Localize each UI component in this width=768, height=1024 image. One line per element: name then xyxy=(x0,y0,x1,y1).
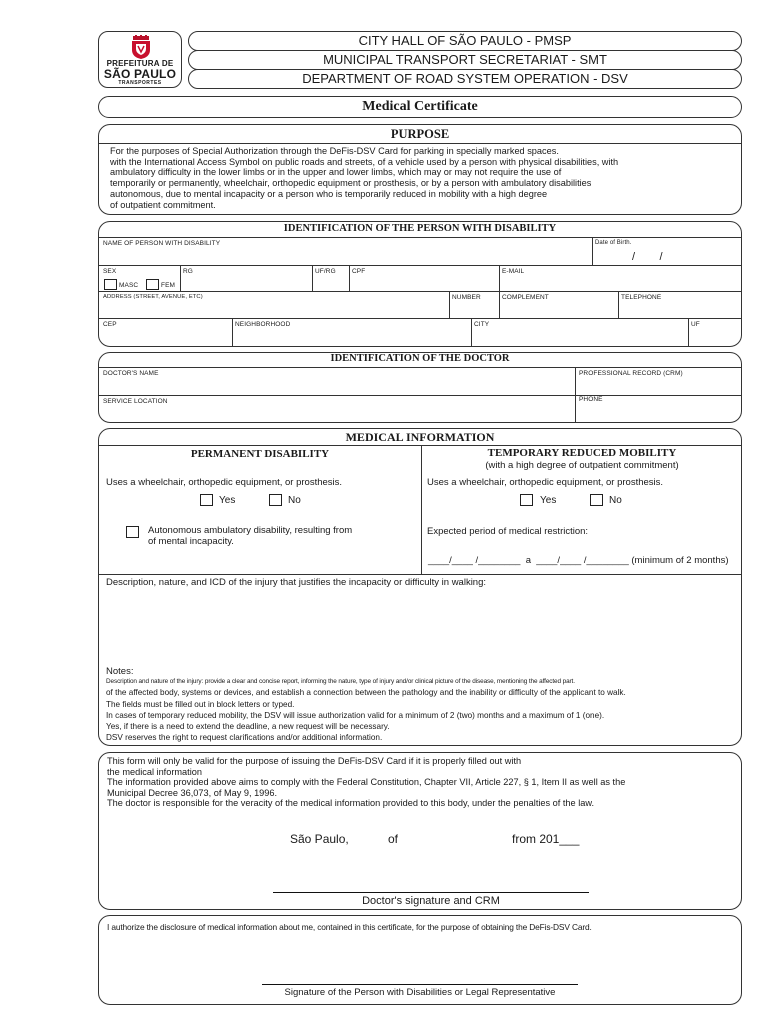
row3-line xyxy=(99,318,741,319)
email-label: E-MAIL xyxy=(502,268,525,275)
uf-label: UF xyxy=(691,321,700,328)
permanent-question: Uses a wheelchair, orthopedic equipment, or prosthesis. xyxy=(106,477,343,488)
validity-line: The information provided above aims to comply with the Federal Constitution, Chapter VII, Article 227, § 1, Item II as well as the xyxy=(107,777,626,787)
row2-divider xyxy=(499,265,500,291)
medical-divider xyxy=(99,445,741,446)
service-location-label: SERVICE LOCATION xyxy=(103,398,168,405)
temporary-no-label: No xyxy=(609,495,622,506)
validity-line: The doctor is responsible for the veracity of the medical information provided to this body, under the penalties of the law. xyxy=(107,798,595,808)
sao-paulo-crest-icon xyxy=(130,35,152,59)
complement-label: COMPLEMENT xyxy=(502,294,549,301)
row4-divider xyxy=(232,318,233,346)
neighborhood-label: NEIGHBORHOOD xyxy=(235,321,291,328)
doctor-name-label: DOCTOR'S NAME xyxy=(103,370,159,377)
row2-divider xyxy=(312,265,313,291)
city-label: CITY xyxy=(474,321,490,328)
autonomous-line1: Autonomous ambulatory disability, resulting from xyxy=(148,525,353,536)
person-signature-label: Signature of the Person with Disabilities or Legal Representative xyxy=(284,987,556,998)
temporary-question: Uses a wheelchair, orthopedic equipment, or prosthesis. xyxy=(427,477,664,488)
doctor-heading: IDENTIFICATION OF THE DOCTOR xyxy=(330,353,510,364)
description-label: Description, nature, and ICD of the injury that justifies the incapacity or difficulty in walking: xyxy=(106,577,487,588)
row4-divider xyxy=(471,318,472,346)
fem-checkbox[interactable] xyxy=(146,279,159,290)
purpose-line: For the purposes of Special Authorization through the DeFis-DSV Card for parking in specially marked spaces. xyxy=(110,146,559,156)
crm-label: PROFESSIONAL RECORD (CRM) xyxy=(579,370,683,377)
logo-line1: PREFEITURA DE xyxy=(106,59,174,68)
temporary-yes-checkbox[interactable] xyxy=(520,494,533,506)
row3-divider xyxy=(449,291,450,318)
purpose-divider xyxy=(99,143,741,144)
doctor-signature-line[interactable] xyxy=(273,892,589,893)
notes-title: Notes: xyxy=(106,666,134,677)
authorization-text: I authorize the disclosure of medical information about me, contained in this certificate, for the purpose of obtaining the DeFis-DSV Card. xyxy=(107,922,592,932)
masc-checkbox[interactable] xyxy=(104,279,117,290)
description-area[interactable] xyxy=(100,590,740,664)
row2-divider xyxy=(349,265,350,291)
note-item: Yes, if there is a need to extend the deadline, a new request will be necessary. xyxy=(106,722,390,732)
note-item: The fields must be filled out in block letters or typed. xyxy=(106,699,295,709)
temporary-heading: TEMPORARY REDUCED MOBILITY xyxy=(487,447,677,459)
purpose-line: temporarily or permanently, wheelchair, orthopedic equipment or prosthesis, or by a person with ambulatory disabilities xyxy=(110,178,592,189)
from-text: from 201___ xyxy=(512,832,580,846)
note-item: In cases of temporary reduced mobility, the DSV will issue authorization valid for a minimum of 2 (two) months and a maximum of 1 (one). xyxy=(106,710,605,720)
permanent-heading: PERMANENT DISABILITY xyxy=(190,448,330,460)
of-text: of xyxy=(388,832,399,846)
validity-line: Municipal Decree 36,073, of May 9, 1996. xyxy=(107,787,278,798)
autonomous-checkbox[interactable] xyxy=(126,526,139,538)
row1-line xyxy=(99,265,741,266)
row4-divider xyxy=(688,318,689,346)
title-box xyxy=(98,96,742,118)
row1-divider xyxy=(592,237,593,265)
period-label: Expected period of medical restriction: xyxy=(427,526,589,537)
doctor-signature-label: Doctor's signature and CRM xyxy=(362,895,500,907)
place-text: São Paulo, xyxy=(290,832,349,846)
autonomous-line2: of mental incapacity. xyxy=(148,536,234,547)
temporary-subheading: (with a high degree of outpatient commitment) xyxy=(485,460,679,471)
purpose-line: autonomous, due to mental incapacity or a person who is temporarily reduced in mobility with a high degree xyxy=(110,188,548,199)
temporary-no-checkbox[interactable] xyxy=(590,494,603,506)
permanent-yes-checkbox[interactable] xyxy=(200,494,213,506)
permanent-no-checkbox[interactable] xyxy=(269,494,282,506)
cpf-label: CPF xyxy=(352,268,366,275)
purpose-line: ambulatory difficulty in the lower limbs or in the upper and lower limbs, which may or may not require the use of xyxy=(110,167,562,178)
row3-divider xyxy=(618,291,619,318)
header-line-2: MUNICIPAL TRANSPORT SECRETARIAT - SMT xyxy=(188,50,742,70)
purpose-line: with the International Access Symbol on public roads and streets, of a vehicle used by a person with physical disabilities, with xyxy=(110,156,619,167)
logo-line3: TRANSPORTES xyxy=(118,80,162,86)
validity-text xyxy=(107,756,739,809)
validity-line: This form will only be valid for the purpose of issuing the DeFis-DSV Card if it is properly filled out with xyxy=(107,756,522,766)
notes-list xyxy=(106,676,626,744)
dob-field[interactable]: / / xyxy=(632,251,663,263)
header-line-1: CITY HALL OF SÃO PAULO - PMSP xyxy=(188,31,742,51)
row2-divider xyxy=(180,265,181,291)
rg-label: RG xyxy=(183,268,193,275)
telephone-label: TELEPHONE xyxy=(621,294,662,301)
document-title: Medical Certificate xyxy=(362,99,478,114)
cep-label: CEP xyxy=(103,321,117,328)
medical-heading: MEDICAL INFORMATION xyxy=(345,430,495,444)
person-heading: IDENTIFICATION OF THE PERSON WITH DISABILITY xyxy=(283,223,557,234)
logo-line2: SÃO PAULO xyxy=(103,67,177,81)
permanent-no-label: No xyxy=(288,495,301,506)
row3-divider xyxy=(499,291,500,318)
phone-label: PHONE xyxy=(579,396,603,403)
address-label: ADDRESS (STREET, AVENUE, ETC) xyxy=(103,294,203,300)
validity-line: the medical information xyxy=(107,766,202,777)
temporary-yes-label: Yes xyxy=(540,495,557,506)
header-line-3: DEPARTMENT OF ROAD SYSTEM OPERATION - DSV xyxy=(188,69,742,89)
permanent-yes-label: Yes xyxy=(219,495,236,506)
sex-label: SEX xyxy=(103,268,117,275)
masc-label: MASC xyxy=(119,282,139,289)
logo-box xyxy=(98,31,182,88)
ufrg-label: UF/RG xyxy=(315,268,336,275)
person-signature-line[interactable] xyxy=(262,984,578,985)
person-divider xyxy=(99,237,741,238)
medical-row-line xyxy=(99,574,741,575)
fem-label: FEM xyxy=(161,282,176,289)
purpose-line: of outpatient commitment. xyxy=(110,199,216,210)
doctor-divider xyxy=(99,367,741,368)
purpose-text xyxy=(110,146,740,210)
row2-line xyxy=(99,291,741,292)
dob-label: Date of Birth. xyxy=(595,240,632,246)
note-item: DSV reserves the right to request clarifications and/or additional information. xyxy=(106,733,383,743)
purpose-heading: PURPOSE xyxy=(390,127,450,141)
note-item: Description and nature of the injury: provide a clear and concise report, informing the nature, type of injury and/or clinical picture of the disease, mentioning the affected part. xyxy=(106,678,575,685)
name-label: NAME OF PERSON WITH DISABILITY xyxy=(103,240,221,247)
doctor-row-line xyxy=(99,395,741,396)
period-field[interactable]: ____/____ /________ a ____/____ /________ (minimum of 2 months) xyxy=(428,555,729,566)
number-label: NUMBER xyxy=(452,294,481,301)
note-item: of the affected body, systems or devices, and establish a connection between the pathology and the inability or difficulty of the applicant to walk. xyxy=(106,688,626,698)
